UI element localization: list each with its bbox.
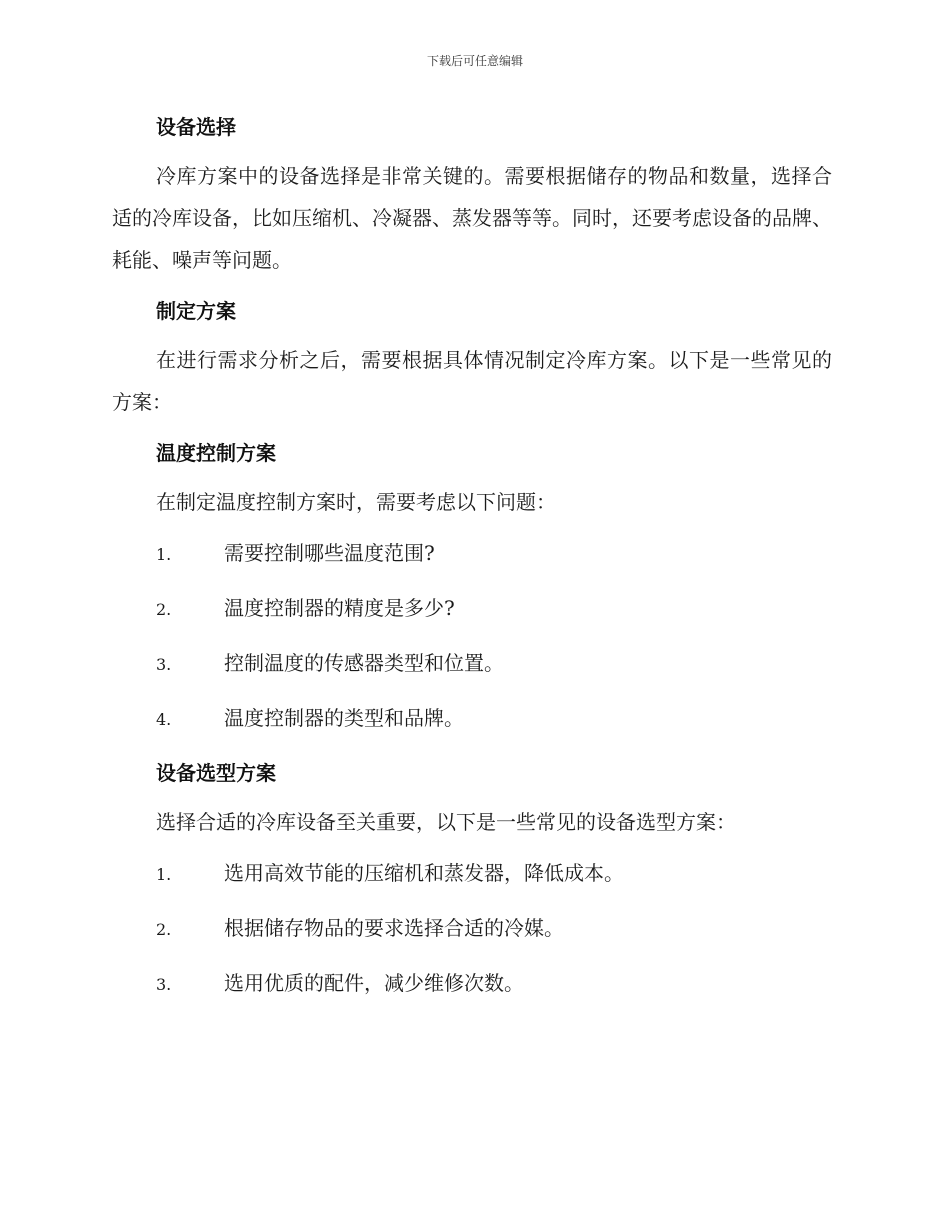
document-body — [112, 110, 832, 1021]
list-item-number: 2. — [156, 600, 172, 619]
list-item-number: 4. — [156, 710, 172, 729]
equipment-model-list — [112, 856, 832, 1021]
paragraph-equipment-selection: 冷库方案中的设备选择是非常关键的。需要根据储存的物品和数量，选择合适的冷库设备，比如压缩机、冷凝器、蒸发器等等。同时，还要考虑设备的品牌、耗能、噪声等问题。 — [112, 164, 832, 272]
list-item-number: 1. — [156, 545, 172, 564]
section-heading-temperature-control: 温度控制方案 — [156, 441, 276, 465]
section-heading-make-plan: 制定方案 — [156, 299, 236, 323]
list-item-text: 选用高效节能的压缩机和蒸发器，降低成本。 — [224, 861, 624, 885]
list-item — [112, 966, 832, 1021]
list-item-number: 3. — [156, 655, 172, 674]
paragraph-make-plan: 在进行需求分析之后，需要根据具体情况制定冷库方案。以下是一些常见的方案： — [112, 348, 832, 414]
list-item — [112, 646, 832, 701]
list-item-number: 3. — [156, 975, 172, 994]
list-item-text: 根据储存物品的要求选择合适的冷媒。 — [224, 916, 564, 940]
list-item-text: 控制温度的传感器类型和位置。 — [224, 651, 504, 675]
section-heading-equipment-model-selection: 设备选型方案 — [156, 761, 276, 785]
list-item — [112, 701, 832, 756]
list-item — [112, 536, 832, 591]
list-item — [112, 591, 832, 646]
list-item-text: 选用优质的配件，减少维修次数。 — [224, 971, 524, 995]
list-item-text: 温度控制器的类型和品牌。 — [224, 706, 464, 730]
paragraph-temperature-control-intro: 在制定温度控制方案时，需要考虑以下问题： — [156, 490, 556, 514]
paragraph-equipment-model-intro: 选择合适的冷库设备至关重要，以下是一些常见的设备选型方案： — [156, 810, 736, 834]
page-header: 下载后可任意编辑 — [426, 54, 523, 68]
list-item-text: 需要控制哪些温度范围? — [224, 541, 435, 565]
list-item-text: 温度控制器的精度是多少? — [224, 596, 455, 620]
list-item-number: 2. — [156, 920, 172, 939]
list-item — [112, 911, 832, 966]
list-item — [112, 856, 832, 911]
list-item-number: 1. — [156, 865, 172, 884]
temperature-control-list — [112, 536, 832, 756]
section-heading-equipment-selection: 设备选择 — [156, 115, 236, 139]
